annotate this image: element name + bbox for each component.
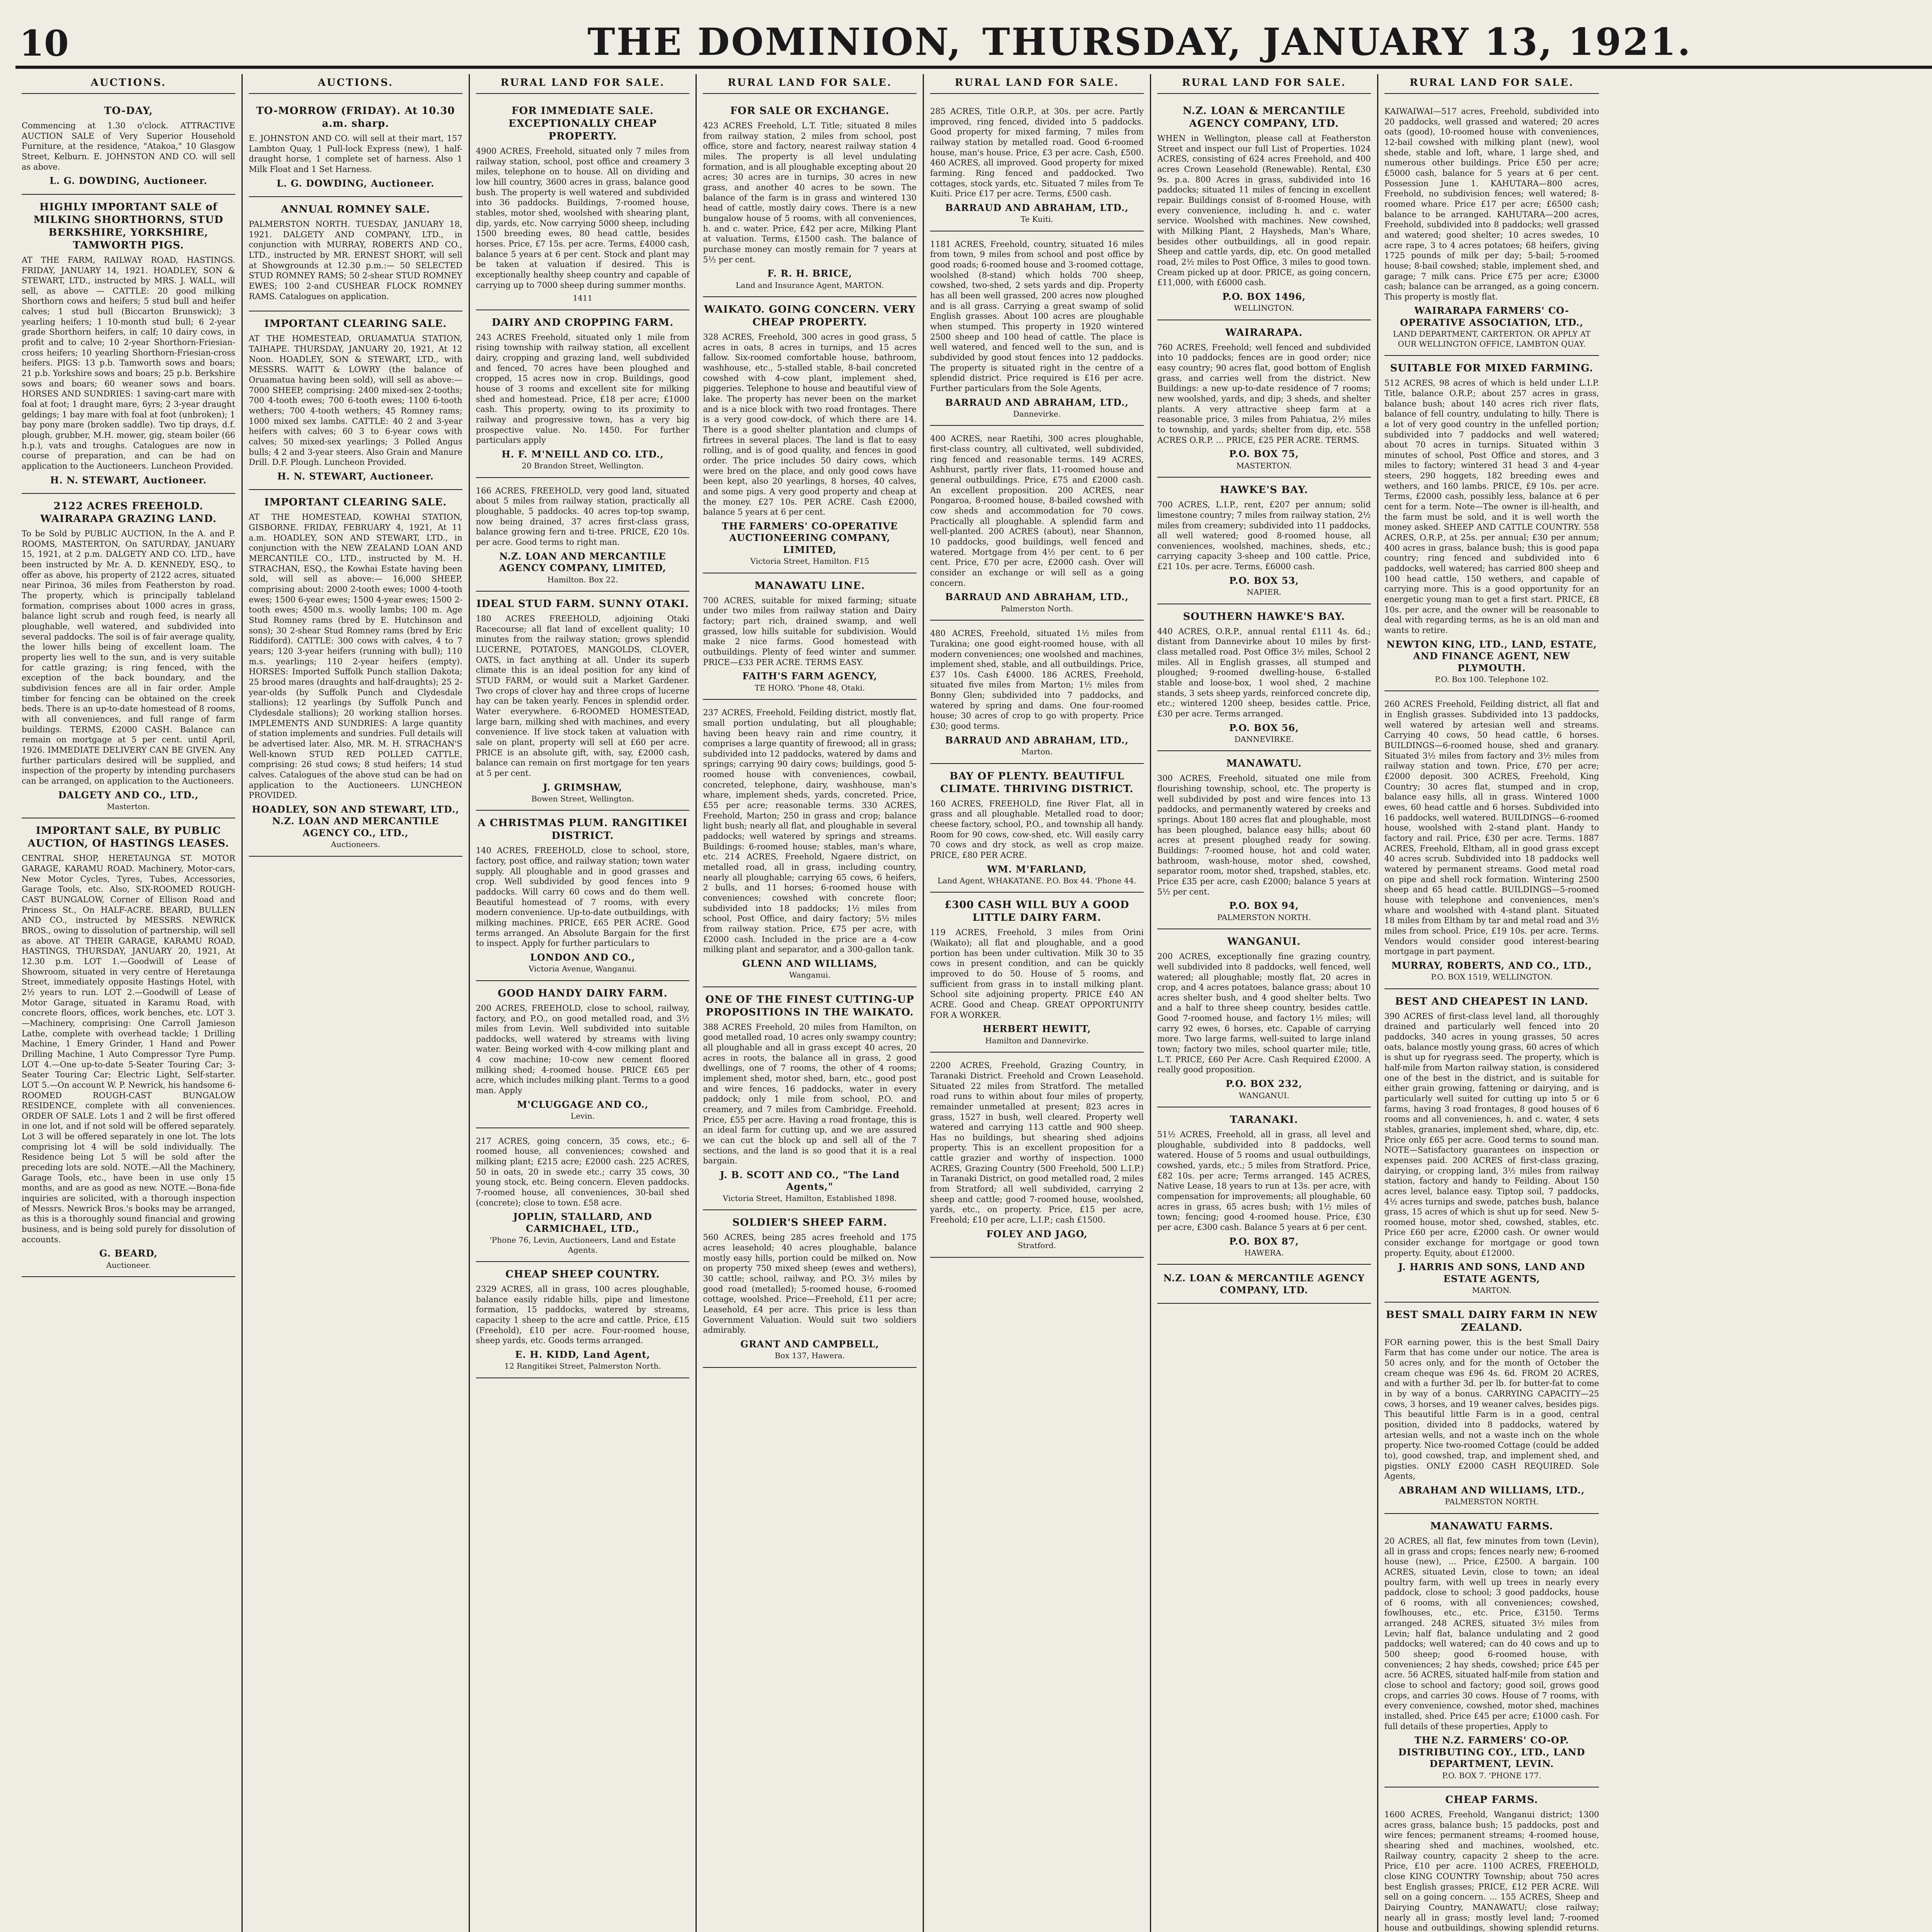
ad-agent-name: GLENN AND WILLIAMS,: [742, 957, 878, 969]
ad-body-text: To be Sold by PUBLIC AUCTION, In the A. and P. ROOMS, MASTERTON, On SATURDAY, JANUARY 15, 1921, at 2 p.m. DALGETY AND CO. LTD., have been instructed by Mr. A. D. KENNEDY, ESQ., to offer as above, his property of 2122 acres, situated near Pirinoa, 36 miles from Featherston by road. The property, which is principally tableland formation, comprises about 1000 acres in grass, balance light scrub and rough feed, is nearly all ploughable, well watered, and subdivided into several paddocks. The soil is of fair average quality, the lower hills being of excellent loam. The property lies well to the sun, and is very suitable for cattle grazing; is ring fenced, with the exception of the back boundary, and the subdivision fences are all in fair order. Ample timber for fencing can be obtained on the creek beds. There is an up-to-date homestead of 8 rooms, with all conveniences, and full range of farm buildings. TERMS, £2000 CASH. Balance can remain on mortgage at 5 per cent. until April, 1926. IMMEDIATE DELIVERY CAN BE GIVEN. Any further particulars desired will be supplied, and inspection of the property by intending purchasers can be arranged, on application to the Auctioneers.: [22, 529, 235, 786]
ad-heading: HIGHLY IMPORTANT SALE of MILKING SHORTHORNS, STUD BERKSHIRE, YORKSHIRE, TAMWORTH PIGS.: [33, 201, 224, 251]
ad-agent-name: DALGETY AND CO., LTD.,: [58, 789, 199, 801]
ad-heading: WAIRARAPA.: [1225, 327, 1303, 338]
ad-body-text: 400 ACRES, near Raetihi, 300 acres ploughable, first-class country, all cultivated, well subdivided, ring fenced and reasonable terms. 149 ACRES, Ashhurst, partly river flats, 11-roomed house and general outbuildings. Price, £75 and £2000 cash. An excellent proposition. 200 ACRES, near Pongaroa, 8-roomed house, 8-bailed cowshed with cow sheds and accommodation for 70 cows. Practically all ploughable. A splendid farm and well-planted. 200 ACRES (about), near Shannon, 10 paddocks, good buildings, well fenced and watered. Mortgage from 4½ per cent. to 6 per cent. Price, £70 per acre, £2000 cash. Over will consider an exchange or will sell as a going concern.: [930, 434, 1144, 588]
ad-heading: MANAWATU LINE.: [754, 580, 865, 592]
ad-body-text: 760 ACRES, Freehold; well fenced and subdivided into 10 paddocks; fences are in good order; nice easy country; 90 acres flat, good bottom of English grass, and carries well from the district. New Buildings: a new up-to-date residence of 7 rooms; new woolshed, yards, and dip; 3 sheds, and shelter plants. A very attractive sheep farm at a reasonable price, 3 miles from Pahiatua, 2½ miles to township, and yards; shelter from dip, etc. 558 ACRES O.R.P. ... PRICE, £25 PER ACRE. TERMS.: [1157, 342, 1371, 445]
ad-body-text: WHEN in Wellington, please call at Featherston Street and inspect our full List of Properties. 1024 ACRES, consisting of 624 acres Freehold, and 400 acres Crown Leasehold (Renewable). Rental, £30 9s. p.a. 800 Acres in grass, subdivided into 16 paddocks; situated 11 miles of fencing in excellent repair. Buildings consist of 8-roomed House, with every convenience, including h. and c. water service. Woolshed with machines. New cowshed, with Milking Plant, 2 Haysheds, Man's Whare, besides other outbuildings, all in good repair. Sheep and cattle yards, dip, etc. On good metalled road, 2½ miles to Post Office, 3 miles to good town. Cream picked up at door. PRICE, as going concern, £11,000, with £6000 cash.: [1157, 134, 1371, 287]
ad-heading: WAIKATO. GOING CONCERN. VERY CHEAP PROPERTY.: [704, 304, 916, 328]
ad-agent-address: Wanganui.: [789, 970, 831, 980]
ad-heading: A CHRISTMAS PLUM. RANGITIKEI DISTRICT.: [478, 817, 688, 842]
advertisement: [703, 987, 917, 1211]
advertisement: [476, 478, 690, 592]
masthead-date: JANUARY 13, 1921.: [1262, 20, 1692, 64]
ad-heading: IDEAL STUD FARM. SUNNY OTAKI.: [476, 598, 689, 610]
advertisement: [22, 494, 235, 818]
ad-agent-name: THE FARMERS' CO-OPERATIVE AUCTIONEERING COMPANY, LIMITED,: [721, 520, 898, 555]
ad-agent-name: WAIRARAPA FARMERS' CO-OPERATIVE ASSOCIATION, LTD.,: [1400, 305, 1583, 328]
ad-heading: CHEAP SHEEP COUNTRY.: [505, 1268, 660, 1280]
ad-agent-name: E. H. KIDD, Land Agent,: [515, 1349, 650, 1360]
ad-body-text: CENTRAL SHOP, HERETAUNGA ST. MOTOR GARAGE, KARAMU ROAD. Machinery, Motor-cars, New Motor Cycles, Tyres, Tubes, Accessories, Garage Tools, etc. Also, SIX-ROOMED ROUGH-CAST BUNGALOW, Corner of Ellison Road and Princess St., On HALF-ACRE. BEARD, BULLEN AND CO., instructed by MESSRS. NEWRICK BROS., owing to dissolution of partnership, will sell as above. AT THEIR GARAGE, KARAMU ROAD, HASTINGS, THURSDAY, JANUARY 20, 1921, At 12.30 p.m. LOT 1.—Goodwill of Lease of Showroom, situated in very centre of Heretaunga Street, immediately opposite Hastings Hotel, with 2½ years to run. LOT 2.—Goodwill of Lease of Motor Garage, situated in Karamu Road, with concrete floors, offices, work benches, etc. LOT 3.—Machinery, comprising: One Carroll Jamieson Lathe, complete with overhead tackle; 1 Drilling Machine, 1 Emery Grinder, 1 Hand and Power Drilling Machine, 1 Auto Compressor Tyre Pump. LOT 4.—One up-to-date 5-Seater Touring Car; 3-Seater Touring Car; Electric Light, Self-starter. LOT 5.—On account W. P. Newrick, his handsome 6-ROOMED ROUGH-CAST BUNGALOW RESIDENCE, complete with all conveniences. ORDER OF SALE. Lots 1 and 2 will be first offered in one lot, and if not sold will be offered separately. Lot 3 will be offered separately in one lot. The lots comprising lot 4 will be sold individually. The Residence being Lot 5 will be sold after the preceding lots are sold. NOTE.—All the Machinery, Garage Tools, etc., have been in use only 15 months, and are as good as new. NOTE.—Bona-fide inquiries are solicited, with a thorough inspection of Messrs. Newrick Bros.'s books may be arranged, as this is a thoroughly sound financial and growing business, and is being sold purely for dissolution of accounts.: [22, 854, 235, 1244]
column-heading: RURAL LAND FOR SALE.: [930, 74, 1144, 94]
newspaper-name: THE DOMINION,: [587, 20, 963, 64]
ad-agent-name: BARRAUD AND ABRAHAM, LTD.,: [945, 591, 1129, 603]
ad-body-text: 51½ ACRES, Freehold, all in grass, all level and ploughable, subdivided into 8 paddocks, well watered. House of 5 rooms and usual outbuildings, cowshed, yards, etc.; 5 miles from Stratford. Price, £82 10s. per acre; Terms arranged. 145 ACRES, Native Lease, 18 years to run at 13s. per acre, with compensation for improvements; all ploughable, 60 acres in grass, 65 acres bush; with 1½ miles of town; fencing; good 4-roomed house. Price, £30 per acre, £300 cash. Balance 5 years at 6 per cent.: [1157, 1129, 1371, 1232]
ad-agent-address: TE HORO. 'Phone 48, Otaki.: [754, 683, 865, 692]
ad-heading: ANNUAL ROMNEY SALE.: [281, 204, 430, 216]
ad-heading: 2122 ACRES FREEHOLD. WAIRARAPA GRAZING LAND.: [40, 500, 217, 525]
ad-agent-address: P.O. Box 100. Telephone 102.: [1435, 675, 1549, 684]
ad-agent-name: BARRAUD AND ABRAHAM, LTD.,: [945, 396, 1129, 408]
advertisement: [1157, 929, 1371, 1107]
ad-heading: BAY OF PLENTY. BEAUTIFUL CLIMATE. THRIVING DISTRICT.: [940, 770, 1134, 795]
ad-agent-name: FAITH'S FARM AGENCY,: [742, 670, 878, 682]
ad-body-text: 4900 ACRES, Freehold, situated only 7 miles from railway station, school, post office and creamery 3 miles, telephone on to house. All on dividing and low hill country, 3600 acres in grass, balance good bush. The property is well watered and subdivided into 36 paddocks. Buildings, 7-roomed house, stables, motor shed, woolshed with shearing plant, dip, yards, etc. Now carrying 5000 sheep, including 1500 breeding ewes, 80 head cattle, besides horses. Price, £7 15s. per acre. Terms, £4000 cash, balance 5 years at 6 per cent. Stock and plant may be taken at valuation if desired. This is exceptionally healthy sheep country and capable of carrying up to 7000 sheep during summer months.: [476, 146, 690, 290]
ad-body-text: 285 ACRES, Title O.R.P., at 30s. per acre. Partly improved, ring fenced, divided into 5 paddocks. Good property for mixed farming, 7 miles from railway station by metalled road. Good 6-roomed house, man's house. Price, £3 per acre. Cash, £500. 460 ACRES, all improved. Good property for mixed farming. Ring fenced and paddocked. Two cottages, stock yards, etc. Situated 7 miles from Te Kuiti. Price £17 per acre. Terms, £500 cash.: [930, 107, 1144, 199]
column-1: [15, 74, 243, 1932]
advertisement: [22, 195, 235, 494]
ad-heading: IMPORTANT SALE, BY PUBLIC AUCTION, Of HASTINGS LEASES.: [27, 825, 230, 850]
ad-agent-name: N.Z. LOAN & MERCANTILE AGENCY COMPANY, LTD.: [1163, 1272, 1365, 1296]
advertisement: [1384, 1514, 1599, 1787]
advertisement: [930, 1053, 1144, 1257]
ad-agent-name: J. HARRIS AND SONS, LAND AND ESTATE AGENTS,: [1398, 1261, 1585, 1284]
advertisement: [476, 1128, 690, 1262]
ad-heading: IMPORTANT CLEARING SALE.: [264, 318, 447, 330]
ad-agent-name: P.O. BOX 87,: [1229, 1235, 1299, 1247]
ad-agent-address: 20 Brandon Street, Wellington.: [522, 461, 644, 471]
ad-agent-name: LONDON AND CO.,: [530, 951, 635, 963]
ad-agent-name: HOADLEY, SON AND STEWART, LTD., N.Z. LOAN AND MERCANTILE AGENCY CO., LTD.,: [252, 803, 459, 838]
ad-agent-address: PALMERSTON NORTH.: [1445, 1497, 1539, 1507]
ad-body-text: AT THE FARM, RAILWAY ROAD, HASTINGS. FRIDAY, JANUARY 14, 1921. HOADLEY, SON & STEWART, LTD., instructed by MRS. J. WALL, will sell, as above — CATTLE: 20 good milking Shorthorn cows and heifers; 5 stud bull and heifer calves; 1 stud bull (Biccarton Brunswick); 3 yearling heifers; 1 10-month stud bull; 6 2-year grade Shorthorn heifers, in calf; 10 dairy cows, in profit and to calve; 10 2-year Shorthorn-Friesian-cross heifers; 10 yearling Shorthorn-Friesian-cross heifers. PIGS: 13 p.b. Tamworth sows and boars; 21 p.b. Yorkshire sows and boars; 25 p.b. Berkshire sows and boars; 60 weaner sows and boars. HORSES AND SUNDRIES: 1 saving-cart mare with foal at foot; 1 draught mare, 6yrs; 2 3-year draught geldings; 1 bay mare with foal at foot (unbroken); 1 bay pony mare (broken saddle). Two tip drays, d.f. plough, grubber, M.H. mower, gig, steam boiler (66 h.p.), vats and troughs. Catalogues are now in course of preparation, and can be had on application to the Auctioneers. Luncheon Provided.: [22, 255, 235, 471]
ad-agent-address: PALMERSTON NORTH.: [1217, 912, 1311, 922]
ad-body-text: 560 ACRES, being 285 acres freehold and 175 acres leasehold; 40 acres ploughable, balance mostly easy hills, portion could be milked on. Now on property 750 mixed sheep (ewes and wethers), 30 cattle; school, railway, and P.O. 3½ miles by good road (metalled); 5-roomed house, 6-roomed cottage, woolshed. Price—Freehold, £11 per acre; Leasehold, £4 per acre. This price is less than Government Valuation. Would suit two soldiers admirably.: [703, 1233, 917, 1335]
ad-agent-name: G. BEARD,: [99, 1248, 158, 1259]
ad-body-text: 140 ACRES, FREEHOLD, close to school, store, factory, post office, and railway station; town water supply. All ploughable and in good grasses and crop. Well subdivided by good fences into 9 paddocks. Will carry 60 cows and do them well. Beautiful homestead of 7 rooms, with every modern convenience. Up-to-date outbuildings, with milking machines. PRICE, £65 PER ACRE. Good terms arranged. An Absolute Bargain for the first to inspect. Apply for further particulars to: [476, 846, 690, 948]
ad-heading: ONE OF THE FINEST CUTTING-UP PROPOSITIONS IN THE WAIKATO.: [705, 993, 914, 1018]
ad-heading: BEST SMALL DAIRY FARM IN NEW ZEALAND.: [1386, 1309, 1598, 1333]
advertisement: [930, 231, 1144, 426]
column-6: [1151, 74, 1378, 1932]
advertisement: [1157, 478, 1371, 604]
ad-agent-name: P.O. BOX 94,: [1229, 900, 1299, 912]
ad-agent-name: FOLEY AND JAGO,: [986, 1228, 1088, 1240]
advertisement: [930, 764, 1144, 893]
advertisement: [476, 981, 690, 1128]
advertisement: [1384, 691, 1599, 989]
advertisement: [703, 700, 917, 987]
ad-agent-address: Te Kuiti.: [1020, 214, 1053, 224]
ad-body-text: 700 ACRES, L.I.P., rent, £207 per annum; solid limestone country; 7 miles from railway station, 2½ miles from creamery; subdivided into 11 paddocks, all well watered; good 8-roomed house, all conveniences, woolshed, machines, sheds, etc.; carrying capacity 3-sheep and 100 cattle. Price, £21 10s. per acre. Terms, £6000 cash.: [1157, 500, 1371, 571]
advertisement: [930, 621, 1144, 764]
ad-body-text: 200 ACRES, exceptionally fine grazing country, well subdivided into 8 paddocks, well fenced, well watered; all ploughable; mostly flat, 20 acres in crop, and 4 acres potatoes, balance grass; about 10 acres shelter bush, and 4 good shelter belts. Two and a half to three sheep country, besides cattle. Good 7-roomed house, and factory 1½ miles; will carry 92 ewes, 6 horses, etc. Capable of carrying more. Two large farms, well-suited to large inland town; factory two miles, school quarter mile; title, L.T. PRICE, £60 Per Acre. Cash Required £2000. A really good proposition.: [1157, 952, 1371, 1075]
ad-agent-name: THE N.Z. FARMERS' CO-OP. DISTRIBUTING COY., LTD., LAND DEPARTMENT, LEVIN.: [1398, 1735, 1585, 1770]
ad-body-text: 119 ACRES, Freehold, 3 miles from Orini (Waikato); all flat and ploughable, and a good portion has been under cultivation. Milk 30 to 35 cows in present condition, and can be quickly improved to do 50. House of 5 rooms, and sufficient from grass in to install milking plant. School site adjoining property. PRICE £40 AN ACRE. Good and Cheap. GREAT OPPORTUNITY FOR A WORKER.: [930, 928, 1144, 1020]
advertisement: [930, 893, 1144, 1053]
advertisement: [1384, 99, 1599, 356]
advertisement: [249, 490, 463, 856]
ad-agent-address: WELLINGTON.: [1234, 303, 1294, 313]
ad-agent-address: WANGANUI.: [1238, 1090, 1289, 1100]
ad-agent-address: Masterton.: [107, 802, 150, 811]
advertisement: [1157, 1265, 1371, 1304]
ad-body-text: 237 ACRES, Freehold, Feilding district, mostly flat, small portion undulating, but all ploughable; having been heavy rain and rime country, it comprises a large quantity of firewood; all in grass; subdivided into 12 paddocks, watered by dams and springs; carrying 90 dairy cows; buildings, good 5-roomed house with conveniences, cowbail, concreted, telephone, dairy, washhouse, man's whare, implement sheds, yards, concreted. Price, £55 per acre; reasonable terms. 330 ACRES, Freehold, Marton; 250 in grass and crop; balance light bush; nearly all flat, and ploughable in several paddocks; well watered by springs and streams. Buildings: 6-roomed house; stables, man's whare, etc. 214 ACRES, Freehold, Ngaere district, on metalled road, all in grass, including country, nearly all ploughable; carrying 65 cows, 6 heifers, 2 bulls, and 11 horses; 6-roomed house with conveniences; cowshed with concrete floor; subdivided into 18 paddocks; 1½ miles from school, Post Office, and dairy factory; 5½ miles from railway station. Price, £75 per acre, with £2000 cash. Included in the price are a 4-cow milking plant and separator, and a 300-gallon tank.: [703, 708, 917, 954]
advertisement: [1157, 751, 1371, 929]
ad-agent-name: JOPLIN, STALLARD, AND CARMICHAEL, LTD.,: [513, 1211, 652, 1234]
ad-heading: TARANAKI.: [1230, 1114, 1298, 1126]
ad-body-text: 480 ACRES, Freehold, situated 1½ miles from Turakina; one good eight-roomed house, with all modern conveniences; one woolshed and machines, implement shed, stable, and all outbuildings. Price, £37 10s. Cash £4000. 186 ACRES, Freehold, situated five miles from Marton; 1½ miles from Bonny Glen; subdivided into 7 paddocks, and watered by spring and dams. One four-roomed house; 30 acres of crop to go with property. Price £30; good terms.: [930, 629, 1144, 731]
ad-agent-name: P.O. BOX 53,: [1229, 575, 1299, 586]
column-heading: AUCTIONS.: [22, 74, 235, 94]
advertisement: [476, 310, 690, 478]
ad-agent-address: Hamilton and Dannevirke.: [985, 1036, 1089, 1045]
column-heading: RURAL LAND FOR SALE.: [703, 74, 917, 94]
ad-agent-name: GRANT AND CAMPBELL,: [740, 1338, 879, 1350]
ad-agent-address: Box 137, Hawera.: [775, 1351, 845, 1361]
ad-heading: N.Z. LOAN & MERCANTILE AGENCY COMPANY, LTD.: [1182, 105, 1345, 130]
ad-heading: WANGANUI.: [1227, 936, 1301, 948]
ad-agent-name: P.O. BOX 75,: [1229, 448, 1299, 460]
ad-body-text: 328 ACRES, Freehold, 300 acres in good grass, 5 acres in oats, 8 acres in turnips, and 15 acres fallow. Six-roomed comfortable house, bathroom, washhouse, etc., 5-stalled stable, 8-bail concreted cowshed with 4-cow plant, implement shed, piggeries. Telephone to house and beautiful view of lake. The property has never been on the market and is a nice block with two road frontages. There is a very good cow-dock, of which there are 14. There is a good shelter plantation and clumps of firtrees in several places. The land is flat to easy rolling, and is of good quality, and fences in good order. The price includes 50 dairy cows, which were bred on the place, and only good cows have been kept, also 20 yearlings, 8 horses, 40 calves, and some pigs. A very good property and cheap at the money. £27 10s. PER ACRE. Cash £2000, balance 5 years at 6 per cent.: [703, 332, 917, 517]
ad-agent-name: L. G. DOWDING, Auctioneer.: [276, 177, 435, 189]
ad-agent-address: Dannevirke.: [1013, 409, 1061, 419]
columns-container: [15, 74, 1932, 1932]
advertisement: [1384, 1303, 1599, 1514]
ad-agent-name: J. B. SCOTT AND CO., "The Land Agents,": [720, 1169, 900, 1192]
advertisement: [703, 99, 917, 297]
ad-body-text: 1600 ACRES, Freehold, Wanganui district; 1300 acres grass, balance bush; 15 paddocks, post and wire fences; permanent streams; 4-roomed house, shearing shed and machines, woolshed, etc. Railway country, capacity 2 sheep to the acre. Price, £10 per acre. 1100 ACRES, FREEHOLD, close KING COUNTRY Township; about 750 acres best English grasses; PRICE, £12 PER ACRE. Will sell on a going concern. ... 155 ACRES, Sheep and Dairying Country, MANAWATU; close railway; nearly all in grass; mostly level land; 7-roomed house and outbuildings, showing splendid returns.: [1384, 1810, 1599, 1932]
ad-body-text: 200 ACRES, FREEHOLD, close to school, railway, factory, and P.O., on good metalled road, and 3½ miles from Levin. Well subdivided into suitable paddocks, well watered by streams with living water. Being worked with 4-cow milking plant and 4 cow machine; 10-cow new cement floored milking shed; 4-roomed house. PRICE £65 per acre, which includes milking plant. Terms to a good man. Apply: [476, 1003, 690, 1095]
page-number: 10: [19, 22, 69, 64]
ad-heading: TO-MORROW (FRIDAY). At 10.30 a.m. sharp.: [256, 105, 455, 130]
ad-agent-address: MARTON.: [1472, 1286, 1512, 1295]
ad-heading: £300 CASH WILL BUY A GOOD LITTLE DAIRY FARM.: [944, 899, 1129, 924]
masthead-day: THURSDAY,: [982, 20, 1243, 64]
column-5: [924, 74, 1151, 1932]
ad-agent-name: H. N. STEWART, Auctioneer.: [50, 474, 207, 486]
ad-agent-name: HERBERT HEWITT,: [983, 1023, 1091, 1035]
ad-agent-address: Victoria Avenue, Wanganui.: [528, 964, 637, 974]
ad-heading: SOLDIER'S SHEEP FARM.: [732, 1217, 888, 1229]
ad-agent-address: Victoria Street, Hamilton. F15: [750, 556, 869, 566]
advertisement: [22, 99, 235, 195]
ad-body-text: 1181 ACRES, Freehold, country, situated 16 miles from town, 9 miles from school and post office by good roads; 6-roomed house and 3-roomed cottage, woolshed (8-stand) which holds 700 sheep, cowshed, two-shed, 2 sets yards and dip. Property has all been well grassed, 200 acres now ploughed and is all grass. Carrying a great swamp of solid English grasses. About 100 acres are ploughable when stumped. This property in 1920 wintered 2500 sheep and 100 head of cattle. The place is well watered, and fenced well to the sun, and is subdivided by good stout fences into 12 paddocks. The property is situated right in the centre of a splendid district. Price required is £16 per acre. Further particulars from the Sole Agents,: [930, 239, 1144, 393]
ad-body-text: 160 ACRES, FREEHOLD, fine River Flat, all in grass and all ploughable. Metalled road to door; cheese factory, school, P.O., and township all handy. Room for 90 cows, cow-shed, etc. Will easily carry 70 cows and dry stock, as well as crop maize. PRICE, £80 PER ACRE.: [930, 799, 1144, 860]
ad-body-text: E. JOHNSTON AND CO. will sell at their mart, 157 Lambton Quay, 1 Pull-lock Express (new), 1 half-draught horse, 1 complete set of harness. Also 1 Milk Float and 1 Set Harness.: [248, 134, 463, 174]
ad-agent-address: P.O. BOX 7. 'PHONE 177.: [1442, 1770, 1541, 1780]
ad-agent-name: H. N. STEWART, Auctioneer.: [277, 470, 434, 482]
advertisement: [1384, 989, 1599, 1303]
ad-body-text: AT THE HOMESTEAD, KOWHAI STATION, GISBORNE. FRIDAY, FEBRUARY 4, 1921, At 11 a.m. HOADLEY, SON AND STEWART, LTD., in conjunction with the NEW ZEALAND LOAN AND MERCANTILE CO., LTD., instructed by M. H. STRACHAN, ESQ., the Kowhai Estate having been sold, will sell as above:— 16,000 SHEEP, comprising about: 2000 2-tooth ewes; 1000 4-tooth ewes; 1500 6-year ewes; 1500 4-year ewes; 1500 2-tooth ewes; 4500 m.s. woolly lambs; 100 m. Age Stud Romney rams (bred by E. Hutchinson and sons); 30 2-shear Stud Romney rams (bred by Eric Riddiford). CATTLE: 300 cows with calves, 4 to 7 years; 120 3-year heifers (running with bull); 110 m.s. yearlings; 110 2-year heifers (empty). HORSES: Imported Suffolk Punch stallion Dakota; 25 brood mares (draughts and half-draughts); 25 2-year-olds (by Suffolk Punch and Clydesdale stallions); 12 yearlings (by Suffolk Punch and Clydesdale stallions); 20 working stallion horses. IMPLEMENTS AND SUNDRIES: A large quantity of station implements and sundries. Full details will be advertised later. Also, MR. M. H. STRACHAN'S Well-known STUD RED POLLED CATTLE, comprising: 26 stud cows; 8 stud heifers; 14 stud calves. Catalogues of the above stud can be had on application to the Auctioneers. LUNCHEON PROVIDED.: [248, 512, 463, 800]
column-heading: RURAL LAND FOR SALE.: [476, 74, 690, 94]
advertisement: [476, 99, 690, 310]
ad-body-text: 243 ACRES Freehold, situated only 1 mile from rising township with railway station, all excellent dairy, cropping and grazing land, well subdivided and fenced, 70 acres have been ploughed and cropped, 15 acres now in crop. Buildings, good house of 3 rooms and excellent site for milking shed and homestead. Price, £18 per acre; £1000 cash. This property, owing to its proximity to railway and progressive town, has a very big prospective value. No. 1450. For further particulars apply: [476, 332, 690, 445]
ad-heading: FOR SALE OR EXCHANGE.: [730, 105, 889, 117]
ad-heading: MANAWATU.: [1226, 758, 1302, 770]
ad-body-text: 388 ACRES Freehold, 20 miles from Hamilton, on good metalled road, 10 acres only swampy country; all ploughable and all in grass except 40 acres, 20 acres in roots, the balance all in grass, 2 good dwellings, one of 7 rooms, the other of 4 rooms; implement shed, motor shed, barn, etc., good post and wire fences, 16 paddocks, water in every paddock; only 1 mile from school, P.O. and creamery, and 7 miles from Cambridge. Freehold. Price, £55 per acre. Having a road frontage, this is an ideal farm for cutting up, and we are assured we can cut the block up and sell all of the 7 sections, and the land is so good that it is a real bargain.: [703, 1022, 917, 1166]
column-7: [1378, 74, 1605, 1932]
ad-agent-name: BARRAUD AND ABRAHAM, LTD.,: [945, 202, 1129, 213]
advertisement: [22, 818, 235, 1277]
advertisement: [1384, 356, 1599, 691]
column-3: [470, 74, 697, 1932]
ad-body-text: 217 ACRES, going concern, 35 cows, etc.; 6-roomed house, all conveniences; cowshed and milking plant; £215 acre; £2000 cash. 225 ACRES, 50 in oats, 20 in swede etc.; carry 35 cows, 30 young stock, etc. Being concern. Eleven paddocks. 7-roomed house, all conveniences, 30-bail shed (concrete); close to town. £58 acre.: [476, 1136, 690, 1208]
masthead: [15, 15, 1932, 69]
ad-agent-address: NAPIER.: [1247, 587, 1281, 597]
ad-agent-name: F. R. H. BRICE,: [767, 268, 852, 279]
ad-heading: SOUTHERN HAWKE'S BAY.: [1183, 611, 1345, 622]
ad-body-text: 2200 ACRES, Freehold, Grazing Country, in Taranaki District. Freehold and Crown Leasehold. Situated 22 miles from Stratford. The metalled road runs to within about four miles of property, remainder unmetalled at present; 823 acres in grass, 1527 in bush, well cleared. Property well watered and carrying 113 cattle and 900 sheep. Has no buildings, but shearing shed adjoins property. This is an excellent proposition for a cattle grazier and worthy of inspection. 1000 ACRES, Grazing Country (500 Freehold, 500 L.I.P.) in Taranaki District, on good metalled road, 2 miles from Stratford; all well subdivided, carrying 2 sheep and cattle; good 7-roomed house, woolshed, yards, etc., on property. Price, £15 per acre, Freehold; £10 per acre, L.I.P.; cash £1500.: [930, 1061, 1144, 1225]
ad-agent-address: Land Agent, WHAKATANE. P.O. Box 44. 'Phone 44.: [937, 876, 1136, 886]
ad-heading: BEST AND CHEAPEST IN LAND.: [1395, 995, 1588, 1007]
ad-body-text: KAIWAIWAI—517 acres, Freehold, subdivided into 20 paddocks, well grassed and watered; 20 acres oats (good), 10-roomed house with conveniences, 12-bail cowshed with milking plant (new), wool shede, stable and loft, whare, 1 large shed, and numerous other buildings. Price £50 per acre; £5000 cash, balance for 5 years at 6 per cent. Possession June 1. KAHUTARA—800 acres, Freehold, no subdivision fences; well watered; 8-roomed whare. Price £17 per acre; £6500 cash; balance to be arranged. KAHUTARA—200 acres, Freehold, subdivided into 8 paddocks; well grassed and watered; good shelter; 10 acres swedes, 10 acre rape, 3 to 4 acres potatoes; 68 heifers, giving 1725 pounds of milk per day; 5-bail; 5-roomed house; 8-bail cowshed; stable, implement shed, and garage; 7 milk cans. Price £75 per acre; £3000 cash; balance can be arranged, as a going concern. This property is mostly flat.: [1384, 107, 1599, 301]
ad-agent-name: BARRAUD AND ABRAHAM, LTD.,: [945, 734, 1129, 746]
ad-agent-name: N.Z. LOAN AND MERCANTILE AGENCY COMPANY, LIMITED,: [499, 550, 667, 574]
ad-body-text: 423 ACRES Freehold, L.T. Title; situated 8 miles from railway station, 2 miles from school, post office, store and factory, nearest railway station 4 miles. The property is all level undulating formation, and is all ploughable excepting about 20 acres; 30 acres are in turnips, 30 acres in new grass, and another 40 acres to be sown. The balance of the farm is in grass and wintered 130 head of cattle, mostly dairy cows. There is a new bungalow house of 5 rooms, with all conveniences, h. and c. water. Price, £42 per acre, Milking Plant at valuation. Terms, £1500 cash. The balance of purchase money can mostly remain for 7 years at 5½ per cent.: [703, 121, 917, 264]
ad-agent-address: Bowen Street, Wellington.: [531, 794, 634, 803]
advertisement: [476, 1262, 690, 1378]
ad-agent-address: Palmerston North.: [1000, 604, 1073, 613]
ad-agent-name: M'CLUGGAGE AND CO.,: [517, 1099, 649, 1110]
ad-heading: FOR IMMEDIATE SALE. EXCEPTIONALLY CHEAP PROPERTY.: [508, 105, 657, 143]
advertisement: [1384, 1787, 1599, 1932]
advertisement: [930, 426, 1144, 621]
ad-body-text: 512 ACRES, 98 acres of which is held under L.I.P. Title, balance O.R.P.; about 257 acres in grass, balance bush; about 140 acres rich river flats, balance of fell country, undulating to hilly. There is a lot of very good country in the unfelled portion; subdivided into 7 paddocks and well watered; about 70 acres in turnips. Situated within 3 minutes of school, Post Office and stores, and 3 miles to factory; wintered 31 head 3 and 4-year steers, 290 hoggets, 182 breeding ewes and wethers, and 160 lambs. PRICE, £9 10s. per acre. Terms, £2000 cash, possibly less, balance at 6 per cent for a term. Note—The owner is ill-health, and the farm must be sold, and it is well worth the money asked. SHEEP AND CATTLE COUNTRY. 558 ACRES, O.R.P., at 25s. per annual; £30 per annum; 400 acres in grass, balance bush; this is good papa country; ring fenced and subdivided into 6 paddocks, well watered; has carried 800 sheep and 100 head cattle, 150 wethers, and capable of carrying more. This is a good opportunity for an energetic young man to get a first start. PRICE, £8 10s. per acre, and the owner will be reasonable to deal with regarding terms, as he is an old man and wants to retire.: [1384, 378, 1599, 635]
ad-body-text: 20 ACRES, all flat, few minutes from town (Levin), all in grass and crops; fences nearly new; 6-roomed house (new), ... Price, £2500. A bargain. 100 ACRES, situated Levin, close to town; an ideal poultry farm, with well up trees in nearly every paddock, close to school; 3 good paddocks, house of 6 rooms, with all conveniences; cowshed, fowlhouses, etc., etc. Price, £3150. Terms arranged. 248 ACRES, situated 3½ miles from Levin; half flat, balance undulating and 2 good paddocks; well watered; can do 40 cows and up to 500 sheep; good 6-roomed house, with conveniences; 2 hay sheds, cowshed; price £45 per acre. 56 ACRES, situated half-mile from station and close to school and factory; good soil, grows good crops, and carries 30 cows. House of 7 rooms, with every convenience, cowshed, motor shed, machines installed, shed. Price £45 per acre; £1000 cash. For full details of these properties, Apply to: [1384, 1536, 1599, 1731]
ad-agent-address: P.O. BOX 1519, WELLINGTON.: [1431, 972, 1553, 982]
advertisement: [249, 99, 463, 197]
advertisement: [476, 592, 690, 811]
column-heading: AUCTIONS.: [249, 74, 463, 94]
ad-body-text: 2329 ACRES, all in grass, 100 acres ploughable, balance easily ridable hills, pipe and limestone formation, 15 paddocks, watered by streams, capacity 1 sheep to the acre and cattle. Price, £15 (Freehold), £10 per acre. Four-roomed house, sheep yards, etc. Goods terms arranged.: [476, 1284, 690, 1345]
ad-body-text: AT THE HOMESTEAD, ORUAMATUA STATION, TAIHAPE. THURSDAY, JANUARY 20, 1921, At 12 Noon. HOADLEY, SON & STEWART, LTD., with MESSRS. WAITT & LOWRY (the balance of Oruamatua having been sold), will sell as above:— 7000 SHEEP, comprising: 2400 mixed-sex 2-tooths; 700 4-tooth ewes; 700 6-tooth ewes; 1100 6-tooth wethers; 700 4-tooth wethers; 45 Romney rams; 1000 mixed sex lambs. CATTLE: 40 2 and 3-year heifers with calves; 60 3 to 6-year cows with calves; 50 mixed-sex yearlings; 3 Polled Angus bulls; 4 2 and 3-year steers. Also Grain and Manure Drill. D.F. Plough. Luncheon Provided.: [248, 334, 463, 467]
ad-agent-name: P.O. BOX 1496,: [1222, 291, 1306, 302]
masthead-title: [15, 20, 1932, 64]
ad-body-text: 260 ACRES Freehold, Feilding district, all flat and in English grasses. Subdivided into 13 paddocks, well watered by artesian well and streams. Carrying 40 cows, 50 head cattle, 6 horses. BUILDINGS—6-roomed house, shed and granary. Situated 3½ miles from factory and 3½ miles from railway station and town. Price, £70 per acre; £2000 deposit. 300 ACRES, Freehold, King Country; 30 acres flat, stumped and in crop, balance easy hills, all in grass. Wintered 1000 ewes, 60 head cattle and 6 horses. Subdivided into 16 paddocks, well watered. BUILDINGS—6-roomed house, woolshed with 2-stand plant. Handy to factory and rail. Price, £30 per acre. Terms. 1887 ACRES, Freehold, Eltham, all in good grass except 40 acres scrub. Subdivided into 18 paddocks well watered by permanent streams. Good metal road on pipe and shell rock formation. Wintering 2500 sheep and 65 head cattle. BUILDINGS—5-roomed house with telephone and conveniences, men's whare and woolshed with 4-stand plant. Situated 18 miles from Eltham by tar and metal road and 3½ miles from school. Price, £19 10s. per acre. Terms. Vendors would consider good interest-bearing mortgage in part payment.: [1384, 699, 1599, 956]
ad-agent-name: J. GRIMSHAW,: [543, 781, 622, 793]
ad-heading: MANAWATU FARMS.: [1430, 1520, 1553, 1532]
column-heading: RURAL LAND FOR SALE.: [1384, 74, 1599, 94]
ad-body-text: 440 ACRES, O.R.P., annual rental £111 4s. 6d.; distant from Dannevirke about 10 miles by first-class metalled road. Post Office 3½ miles, School 2 miles. All in English grasses, all stumped and ploughed; 9-roomed dwelling-house, 6-stalled stable and loose-box, 1 wool shed, 2 machine stands, 3 sets sheep yards, reinforced concrete dip, etc.; wintered 1200 sheep, besides cattle. Price, £30 per acre. Terms arranged.: [1157, 626, 1371, 718]
ad-agent-address: Auctioneer.: [106, 1260, 151, 1270]
ad-agent-address: DANNEVIRKE.: [1234, 735, 1294, 744]
advertisement: [703, 573, 917, 700]
ad-heading: HAWKE'S BAY.: [1220, 484, 1308, 496]
ad-heading: IMPORTANT CLEARING SALE.: [264, 497, 447, 509]
advertisement: [703, 297, 917, 573]
ad-body-text: 300 ACRES, Freehold, situated one mile from flourishing township, school, etc. The property is well subdivided by post and wire fences into 13 paddocks, and permanently watered by creeks and springs. About 180 acres flat and ploughable, most has been ploughed, balance easy hills; about 60 acres at present ploughed ready for sowing. Buildings: 7-roomed house, hot and cold water, bathroom, wash-house, motor shed, cowshed, separator room, motor shed, trapshed, stables, etc. Price £35 per acre, cash £2000; balance 5 years at 5½ per cent.: [1157, 774, 1371, 896]
ad-agent-name: NEWTON KING, LTD., LAND, ESTATE, AND FINANCE AGENT, NEW PLYMOUTH.: [1386, 638, 1597, 673]
ad-agent-address: MASTERTON.: [1236, 461, 1292, 470]
ad-agent-name: ABRAHAM AND WILLIAMS, LTD.,: [1398, 1485, 1585, 1496]
ad-agent-name: L. G. DOWDING, Auctioneer.: [49, 175, 207, 187]
ad-heading: TO-DAY,: [104, 105, 153, 117]
ad-agent-address: Levin.: [570, 1111, 595, 1121]
ad-heading: SUITABLE FOR MIXED FARMING.: [1390, 362, 1594, 374]
ad-body-text: Commencing at 1.30 o'clock. ATTRACTIVE AUCTION SALE of Very Superior Household Furniture, at the residence, "Atakoa," 10 Glasgow Street, Kelburn. E. JOHNSTON AND CO. will sell as above.: [22, 121, 235, 172]
ad-agent-name: P.O. BOX 232,: [1226, 1078, 1303, 1090]
ad-agent-name: WM. M'FARLAND,: [987, 863, 1087, 875]
ad-heading: GOOD HANDY DAIRY FARM.: [498, 987, 668, 999]
ad-agent-address: HAWERA.: [1244, 1248, 1284, 1257]
ad-agent-name: P.O. BOX 56,: [1229, 722, 1299, 733]
ad-agent-address: 1411: [573, 293, 593, 303]
ad-agent-name: MURRAY, ROBERTS, AND CO., LTD.,: [1391, 959, 1592, 971]
ad-body-text: 166 ACRES, FREEHOLD, very good land, situated about 5 miles from railway station, practically all ploughable, 5 paddocks. 40 acres top-top swamp, now being drained, 37 acres first-class grass, balance growing fern and ti-tree. PRICE, £20 10s. per acre. Good terms to right man.: [476, 486, 690, 547]
advertisement: [1157, 99, 1371, 320]
ad-body-text: PALMERSTON NORTH. TUESDAY, JANUARY 18, 1921. DALGETY AND COMPANY, LTD., in conjunction with MURRAY, ROBERTS AND CO., LTD., instructed by MR. ERNEST SHORT, will sell at Showgrounds at 12.30 p.m.:— 50 SELECTED STUD ROMNEY RAMS; 50 2-shear STUD ROMNEY EWES; 100 2-and CUSHEAR FLOCK ROMNEY RAMS. Catalogues on application.: [248, 219, 463, 301]
ad-body-text: 180 ACRES FREEHOLD, adjoining Otaki Racecourse; all flat land of excellent quality; 10 minutes from the railway station; grows splendid LUCERNE, POTATOES, MANGOLDS, CLOVER, OATS, in fact anything at all. Under its superb climate this is an ideal position for any kind of STUD FARM, or would suit a Market Gardener. Two crops of clover hay and three crops of lucerne hay can be taken yearly. Fences in splendid order. Water everywhere. 6-ROOMED HOMESTEAD, large barn, milking shed with machines, and every convenience. If live stock taken at valuation with sale on plant, property will sell at £60 per acre. PRICE is an absolute gift, with, say, £2000 cash, balance can remain on first mortgage for ten years at 5 per cent.: [476, 614, 690, 778]
ad-agent-address: Victoria Street, Hamilton, Established 1898.: [723, 1193, 897, 1203]
advertisement: [1157, 1107, 1371, 1265]
ad-agent-address: Marton.: [1021, 747, 1053, 757]
advertisement: [1157, 604, 1371, 752]
ad-agent-address: Auctioneers.: [331, 840, 381, 849]
ad-agent-address: 12 Rangitikei Street, Palmerston North.: [504, 1361, 661, 1371]
ad-agent-address: Hamilton. Box 22.: [547, 575, 618, 584]
advertisement: [930, 99, 1144, 231]
ad-heading: DAIRY AND CROPPING FARM.: [492, 316, 674, 328]
ad-agent-address: Stratford.: [1017, 1241, 1056, 1250]
column-heading: RURAL LAND FOR SALE.: [1157, 74, 1371, 94]
advertisement: [476, 811, 690, 981]
ad-body-text: 390 ACRES of first-class level land, all thoroughly drained and particularly well fenced into 20 paddocks, 340 acres in young grasses, 50 acres oats, balance mostly young grass, 60 acres of which is shut up for ryegrass seed. The property, which is half-mile from Marton railway station, is considered one of the best in the district, and is suitable for either grain growing, fattening or dairying, and is particularly well suited for cutting up into 5 or 6 farms, having 3 road frontages, 8 good houses of 6 rooms and all conveniences, h. and c. water, 4 sets stables, granaries, implement shed, whare, dip, etc. Price only £65 per acre. Good terms to sound man. NOTE—Satisfactory guarantees on inspection or expenses paid. 200 ACRES of first-class grazing, dairying, or cropping land, 3½ miles from railway station, factory and handy to Feilding. About 150 acres level, balance easy. Tiptop soil, 7 paddocks, 4½ acres turnips and swede, patches bush, balance grass, 15 acres of which is shut up for seed. New 5-roomed house, motor shed, cowshed, stables, etc. Price £60 per acre, £2000 cash. Or owner would consider exchange for mortgage or good town property. Equity, about £12000.: [1384, 1011, 1599, 1258]
ad-body-text: FOR earning power, this is the best Small Dairy Farm that has come under our notice. The area is 50 acres only, and for the month of October the cream cheque was £96 4s. 6d. FROM 20 ACRES, and with a further 3d. per lb. for butter-fat to come in by way of a bonus. CARRYING CAPACITY—25 cows, 3 horses, and 19 weaner calves, besides pigs. This beautiful little Farm is in a good, central position, divided into 8 paddocks, watered by artesian wells, and not a waste inch on the whole property. Nice two-roomed Cottage (could be added to), good cowshed, trap, and implement shed, and pigsties. ONLY £2000 CASH REQUIRED. Sole Agents,: [1384, 1337, 1599, 1481]
ad-agent-address: 'Phone 76, Levin, Auctioneers, Land and Estate Agents.: [490, 1235, 676, 1255]
advertisement: [703, 1210, 917, 1367]
ad-agent-address: LAND DEPARTMENT, CARTERTON. OR APPLY AT OUR WELLINGTON OFFICE, LAMBTON QUAY.: [1393, 329, 1591, 349]
ad-body-text: 700 ACRES, suitable for mixed farming; situate under two miles from railway station and Dairy factory; part rich, drained swamp, and well grassed, low hills suitable for subdivision. Would make 2 nice farms. Good homestead with outbuildings. Plenty of feed winter and summer. PRICE—£33 PER ACRE. TERMS EASY.: [703, 595, 917, 667]
column-2: [243, 74, 470, 1932]
ad-agent-name: H. F. M'NEILL AND CO. LTD.,: [502, 448, 664, 460]
ad-agent-address: Land and Insurance Agent, MARTON.: [735, 280, 884, 290]
ad-heading: CHEAP FARMS.: [1445, 1794, 1538, 1806]
advertisement: [249, 197, 463, 311]
advertisement: [249, 311, 463, 490]
column-4: [697, 74, 924, 1932]
advertisement: [1157, 320, 1371, 478]
